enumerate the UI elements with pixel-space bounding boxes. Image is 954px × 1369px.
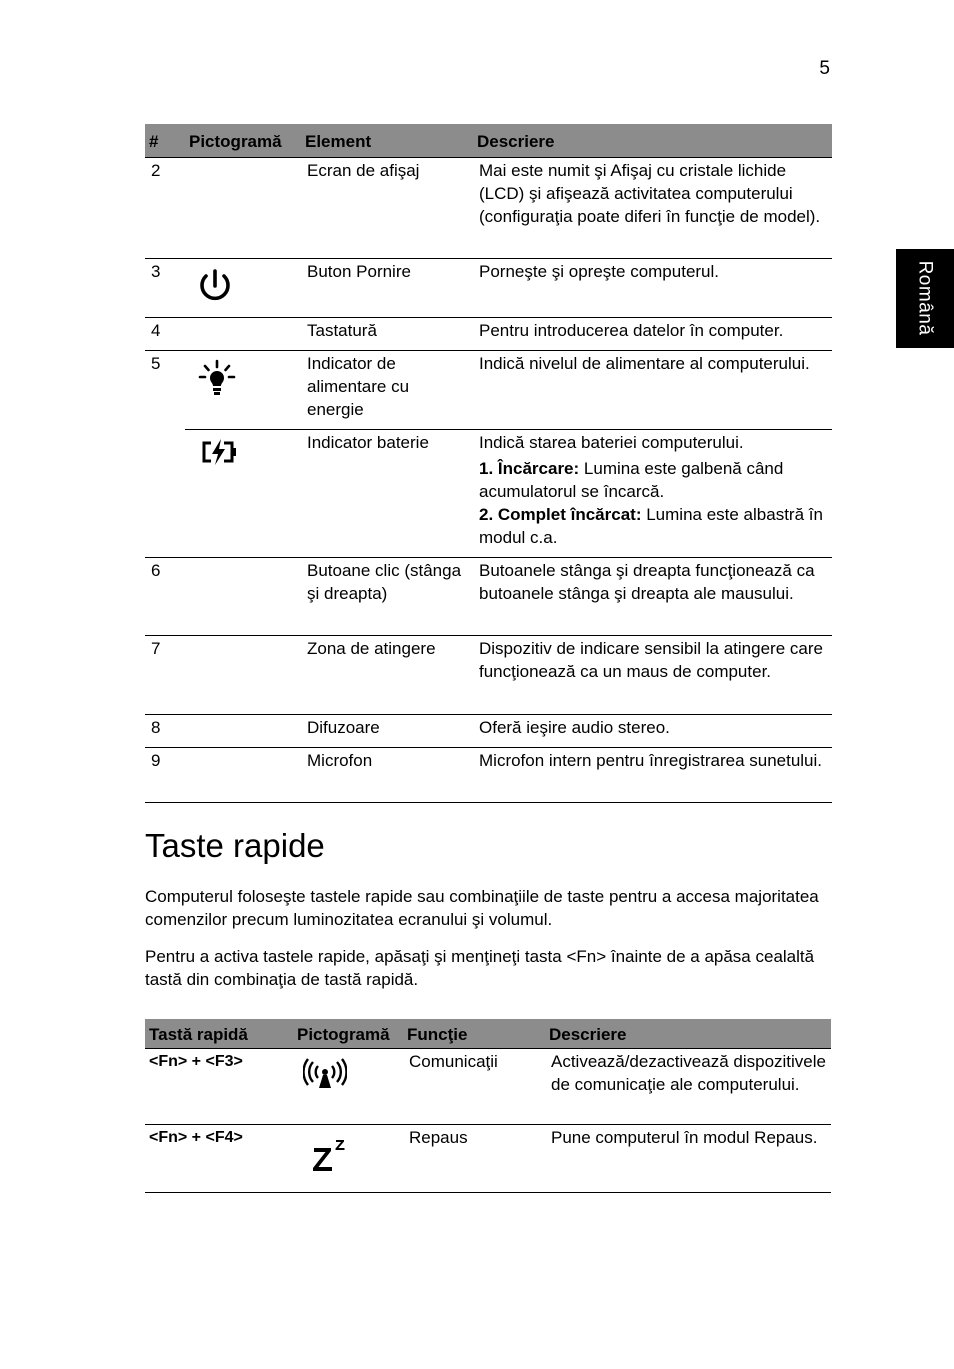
hotkeys-table xyxy=(145,1019,831,1193)
section-title: Taste rapide xyxy=(145,827,325,864)
row-description: Indică nivelul de alimentare al computerului. xyxy=(473,351,832,430)
icon-cell xyxy=(185,158,301,259)
icon-cell xyxy=(185,318,301,351)
icon-cell xyxy=(185,259,301,318)
row-description: Porneşte şi opreşte computerul. xyxy=(473,259,832,318)
battery-status-label: 1. Încărcare: xyxy=(479,459,580,478)
language-tab-label: Română xyxy=(914,260,936,336)
table-row xyxy=(145,1049,831,1125)
row-element: Butoane clic (stânga şi dreapta) xyxy=(301,558,473,636)
icon-cell xyxy=(185,748,301,803)
hotkey-function: Comunicaţii xyxy=(403,1049,545,1125)
column-header-element: Element xyxy=(301,125,473,158)
column-header-description: Descriere xyxy=(545,1020,831,1049)
table-row xyxy=(145,636,832,715)
table-row xyxy=(145,259,832,318)
row-description: Butoanele stânga şi dreapta funcţionează ca butoanele stânga şi dreapta ale mausului. xyxy=(473,558,832,636)
hotkey-combo: <Fn> + <F4> xyxy=(145,1125,293,1193)
battery-status-text: Lumina este galbenă când acumulatorul se încarcă. xyxy=(479,459,784,501)
instructions-paragraph: Pentru a activa tastele rapide, apăsaţi şi menţineţi tasta <Fn> înainte de a apăsa cealaltă tastă din combinaţia de tastă rapidă. xyxy=(145,947,815,989)
row-element: Microfon xyxy=(301,748,473,803)
row-number: 7 xyxy=(145,636,185,715)
row-description xyxy=(473,430,832,558)
battery-status-item xyxy=(479,503,828,549)
column-header-function: Funcţie xyxy=(403,1020,545,1049)
hotkey-combo: <Fn> + <F3> xyxy=(145,1049,293,1125)
icon-cell xyxy=(293,1049,403,1125)
row-element: Indicator baterie xyxy=(301,430,473,558)
power-icon xyxy=(195,266,235,306)
icon-cell xyxy=(185,430,301,558)
table-row xyxy=(145,715,832,748)
row-description: Oferă ieşire audio stereo. xyxy=(473,715,832,748)
components-table xyxy=(145,124,832,803)
column-header-icon: Pictogramă xyxy=(293,1020,403,1049)
row-number: 8 xyxy=(145,715,185,748)
table-header-row xyxy=(145,1020,831,1049)
intro-paragraph: Computerul foloseşte tastele rapide sau combinaţiile de taste pentru a accesa majoritatea comenzilor precum luminozitatea ecranului şi volumul. xyxy=(145,887,819,929)
table-row xyxy=(145,430,832,558)
hotkey-description: Activează/dezactivează dispozitivele de comunicaţie ale computerului. xyxy=(545,1049,831,1125)
wireless-icon xyxy=(303,1057,347,1091)
row-description: Pentru introducerea datelor în computer. xyxy=(473,318,832,351)
table-row xyxy=(145,748,832,803)
row-description: Microfon intern pentru înregistrarea sunetului. xyxy=(473,748,832,803)
icon-cell xyxy=(185,351,301,430)
column-header-number: # xyxy=(145,125,185,158)
row-element: Ecran de afişaj xyxy=(301,158,473,259)
row-number: 5 xyxy=(145,351,185,558)
icon-cell xyxy=(185,636,301,715)
table-row xyxy=(145,158,832,259)
hotkey-function: Repaus xyxy=(403,1125,545,1193)
battery-description: Indică starea bateriei computerului. xyxy=(479,433,744,452)
icon-cell xyxy=(185,715,301,748)
table-row xyxy=(145,558,832,636)
row-element: Difuzoare xyxy=(301,715,473,748)
row-description: Mai este numit şi Afişaj cu cristale lichide (LCD) şi afişează activitatea computerului (configuraţia poate diferi în funcţie de model). xyxy=(473,158,832,259)
row-description: Dispozitiv de indicare sensibil la atingere care funcţionează ca un maus de computer. xyxy=(473,636,832,715)
battery-charging-icon xyxy=(199,437,241,467)
row-element: Indicator de alimentare cu energie xyxy=(301,351,473,430)
icon-cell xyxy=(185,558,301,636)
column-header-hotkey: Tastă rapidă xyxy=(145,1020,293,1049)
icon-cell xyxy=(293,1125,403,1193)
row-number: 4 xyxy=(145,318,185,351)
hotkey-description: Pune computerul în modul Repaus. xyxy=(545,1125,831,1193)
table-row xyxy=(145,1125,831,1193)
row-number: 2 xyxy=(145,158,185,259)
battery-status-text: Lumina este albastră în modul c.a. xyxy=(479,505,823,547)
row-number: 3 xyxy=(145,259,185,318)
table-header-row xyxy=(145,125,832,158)
page-number: 5 xyxy=(819,58,830,79)
battery-status-item xyxy=(479,457,828,503)
sleep-icon xyxy=(311,1134,351,1174)
column-header-description: Descriere xyxy=(473,125,832,158)
row-number: 9 xyxy=(145,748,185,803)
table-row xyxy=(145,318,832,351)
table-row xyxy=(145,351,832,430)
column-header-icon: Pictogramă xyxy=(185,125,301,158)
row-element: Buton Pornire xyxy=(301,259,473,318)
row-element: Tastatură xyxy=(301,318,473,351)
row-element: Zona de atingere xyxy=(301,636,473,715)
language-tab xyxy=(896,249,954,348)
battery-status-label: 2. Complet încărcat: xyxy=(479,505,642,524)
power-indicator-icon xyxy=(197,359,237,399)
row-number: 6 xyxy=(145,558,185,636)
